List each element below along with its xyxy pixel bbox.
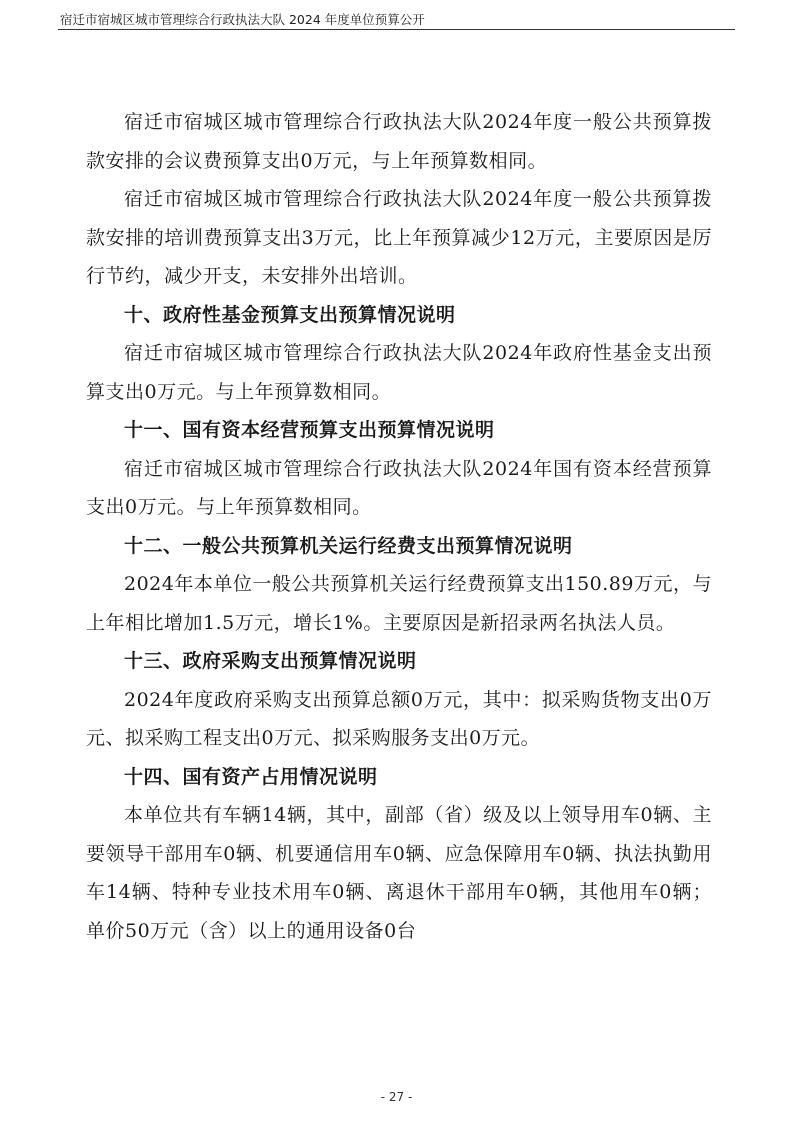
paragraph-meeting-fee: 宿迁市宿城区城市管理综合行政执法大队2024年度一般公共预算拨款安排的会议费预算支出0万元，与上年预算数相同。	[86, 111, 712, 172]
document-body	[86, 103, 712, 950]
section-heading-11: 十一、国有资本经营预算支出预算情况说明	[124, 419, 495, 441]
section-heading-14: 十四、国有资产占用情况说明	[124, 765, 378, 788]
paragraph-state-capital: 宿迁市宿城区城市管理综合行政执法大队2024年国有资本经营预算支出0万元。与上年预算数相同。	[86, 457, 712, 518]
header-rule	[58, 29, 735, 30]
page-number: - 27 -	[380, 1090, 413, 1104]
paragraph-training-fee: 宿迁市宿城区城市管理综合行政执法大队2024年度一般公共预算拨款安排的培训费预算支出3万元，比上年预算减少12万元，主要原因是厉行节约，减少开支，未安排外出培训。	[86, 188, 712, 287]
paragraph-procurement: 2024年度政府采购支出预算总额0万元，其中：拟采购货物支出0万元、拟采购工程支出0万元、拟采购服务支出0万元。	[86, 688, 712, 749]
section-heading-12: 十二、一般公共预算机关运行经费支出预算情况说明	[124, 534, 573, 557]
paragraph-assets: 本单位共有车辆14辆，其中，副部（省）级及以上领导用车0辆、主要领导干部用车0辆、机要通信用车0辆、应急保障用车0辆、执法执勤用车14辆、特种专业技术用车0辆、离退休干部用车0辆，其他用车0辆；单价50万元（含）以上的通用设备0台	[86, 804, 712, 942]
paragraph-gov-fund: 宿迁市宿城区城市管理综合行政执法大队2024年政府性基金支出预算支出0万元。与上年预算数相同。	[86, 342, 712, 403]
paragraph-operating-expense: 2024年本单位一般公共预算机关运行经费预算支出150.89万元，与上年相比增加1.5万元，增长1%。主要原因是新招录两名执法人员。	[86, 573, 712, 634]
section-heading-10: 十、政府性基金预算支出预算情况说明	[124, 303, 456, 326]
running-header: 宿迁市宿城区城市管理综合行政执法大队 2024 年度单位预算公开	[60, 12, 425, 27]
section-heading-13: 十三、政府采购支出预算情况说明	[124, 650, 417, 672]
